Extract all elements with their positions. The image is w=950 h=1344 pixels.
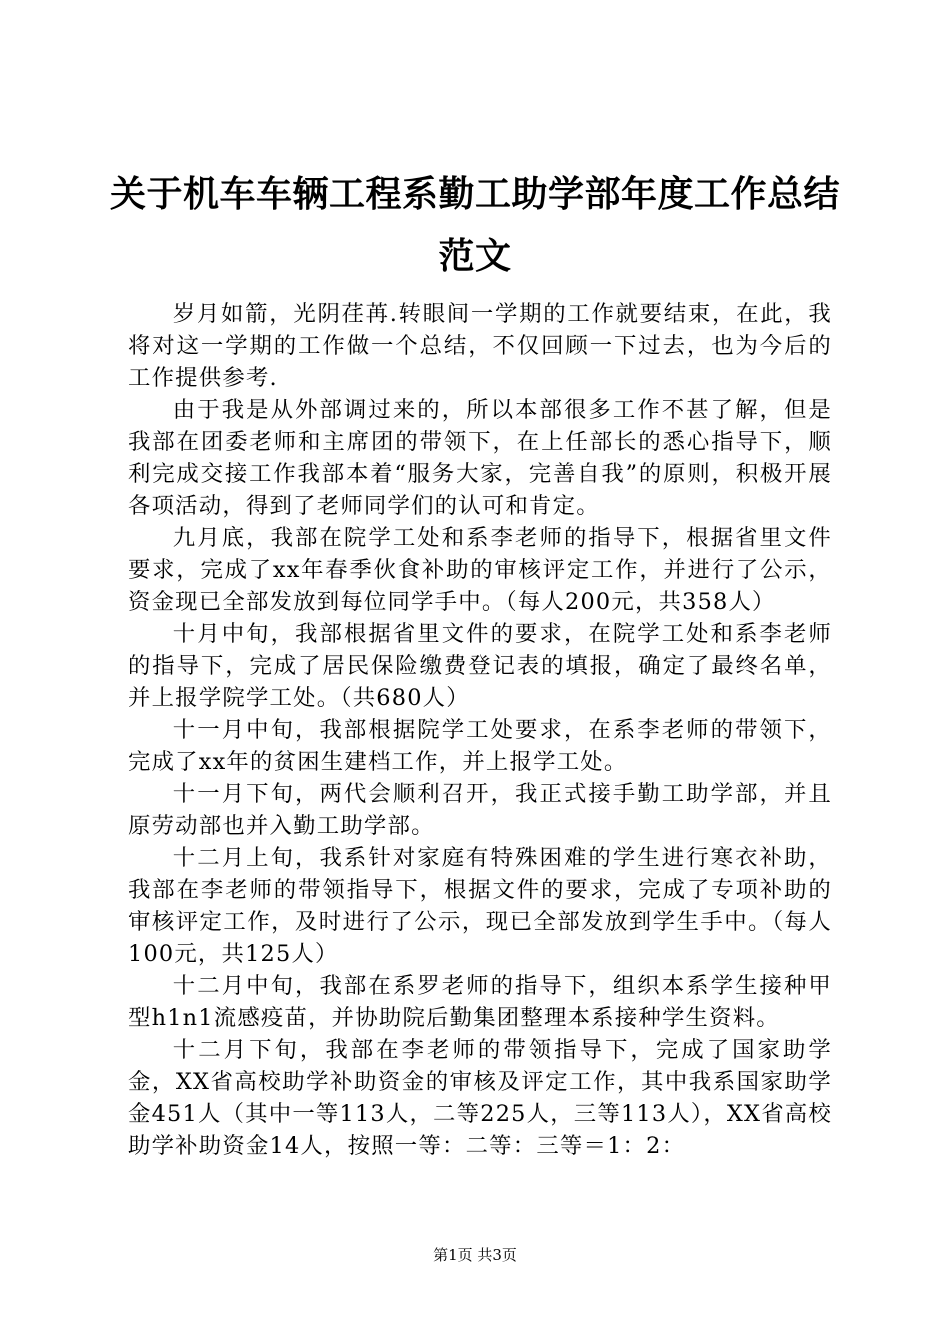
paragraph: 岁月如箭，光阴荏苒.转眼间一学期的工作就要结束，在此，我将对这一学期的工作做一个总结，不仅回顾一下过去，也为今后的工作提供参考. <box>128 301 832 391</box>
paragraph: 十一月中旬，我部根据院学工处要求，在系李老师的带领下，完成了xx年的贫困生建档工作，并上报学工处。 <box>128 717 832 775</box>
paragraph: 十二月下旬，我部在李老师的带领指导下，完成了国家助学金，XX省高校助学补助资金的审核及评定工作，其中我系国家助学金451人（其中一等113人，二等225人，三等113人），XX省高校助学补助资金14人，按照一等：二等：三等＝1：2： <box>128 1037 832 1159</box>
paragraph: 十月中旬，我部根据省里文件的要求，在院学工处和系李老师的指导下，完成了居民保险缴费登记表的填报，确定了最终名单，并上报学院学工处。（共680人） <box>128 621 832 711</box>
page-footer <box>0 1245 950 1265</box>
document-title: 关于机车车辆工程系勤工助学部年度工作总结范文 <box>110 173 841 277</box>
document-body <box>128 298 832 1162</box>
paragraph: 十二月中旬，我部在系罗老师的指导下，组织本系学生接种甲型h1n1流感疫苗，并协助院后勤集团整理本系接种学生资料。 <box>128 973 832 1031</box>
page-indicator: 第1页 共3页 <box>433 1246 517 1264</box>
paragraph: 由于我是从外部调过来的，所以本部很多工作不甚了解，但是我部在团委老师和主席团的带领下，在上任部长的悉心指导下，顺利完成交接工作我部本着“服务大家，完善自我”的原则，积极开展各项活动，得到了老师同学们的认可和肯定。 <box>128 397 832 519</box>
paragraph: 十一月下旬，两代会顺利召开，我正式接手勤工助学部，并且原劳动部也并入勤工助学部。 <box>128 781 832 839</box>
paragraph: 十二月上旬，我系针对家庭有特殊困难的学生进行寒衣补助，我部在李老师的带领指导下，根据文件的要求，完成了专项补助的审核评定工作，及时进行了公示，现已全部发放到学生手中。（每人100元，共125人） <box>128 845 832 967</box>
paragraph: 九月底，我部在院学工处和系李老师的指导下，根据省里文件要求，完成了xx年春季伙食补助的审核评定工作，并进行了公示，资金现已全部发放到每位同学手中。（每人200元，共358人） <box>128 525 832 615</box>
